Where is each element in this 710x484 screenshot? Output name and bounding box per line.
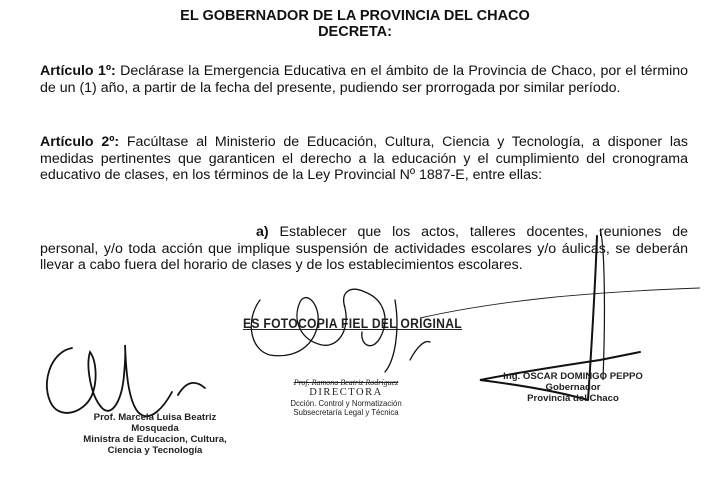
- minister-name: Prof. Marcela Luisa Beatriz Mosqueda: [93, 412, 217, 434]
- governor-role-2: Provincia del Chaco: [527, 393, 619, 404]
- certified-copy-stamp: ES FOTOCOPIA FIEL DEL ORIGINAL: [243, 316, 462, 331]
- article-2-text: Facúltase al Ministerio de Educación, Cultura, Ciencia y Tecnología, a disponer las medidas pertinentes que garanticen el derecho a la educación y el cumplimiento del cronograma educativo de clases, en los términos de la Ley Provincial Nº 1887-E, entre ellas:: [40, 134, 688, 184]
- director-role-2: Subsecretaría Legal y Técnica: [293, 408, 399, 417]
- signature-block-governor: [484, 371, 662, 404]
- minister-role-1: Ministra de Educacion, Cultura,: [83, 434, 227, 445]
- director-role-1: Dcción. Control y Normatización: [290, 399, 402, 408]
- item-a-label: a): [256, 224, 269, 240]
- signature-block-director: [248, 378, 444, 417]
- signature-block-minister: [70, 412, 240, 456]
- director-name: Prof. Ramona Beatriz Rodríguez: [293, 378, 399, 387]
- item-a-text: Establecer que los actos, talleres docentes, reuniones de personal, y/o toda acción que implique suspensión de actividades escolares y/o áulicas, se deberán llevar a cabo fuera del horario de clases y de los establecimientos escolares.: [40, 224, 688, 274]
- article-1-label: Artículo 1º:: [40, 63, 116, 79]
- director-title: DIRECTORA: [309, 387, 383, 398]
- article-1-text: Declárase la Emergencia Educativa en el ámbito de la Provincia de Chaco, por el término de un (1) año, a partir de la fecha del presente, pudiendo ser prorrogada por similar período.: [40, 63, 689, 96]
- article-2-label: Artículo 2º:: [40, 134, 120, 150]
- decree-subheading: DECRETA:: [318, 24, 392, 40]
- article-1: [40, 63, 688, 96]
- governor-name: Ing. OSCAR DOMINGO PEPPO: [503, 371, 643, 382]
- article-2: [40, 134, 688, 184]
- minister-role-2: Ciencia y Tecnología: [107, 445, 203, 456]
- signature-left-icon: [47, 345, 205, 416]
- governor-role-1: Gobernador: [545, 382, 601, 393]
- article-2-item-a: [40, 224, 688, 274]
- decree-heading: EL GOBERNADOR DE LA PROVINCIA DEL CHACO: [180, 8, 530, 24]
